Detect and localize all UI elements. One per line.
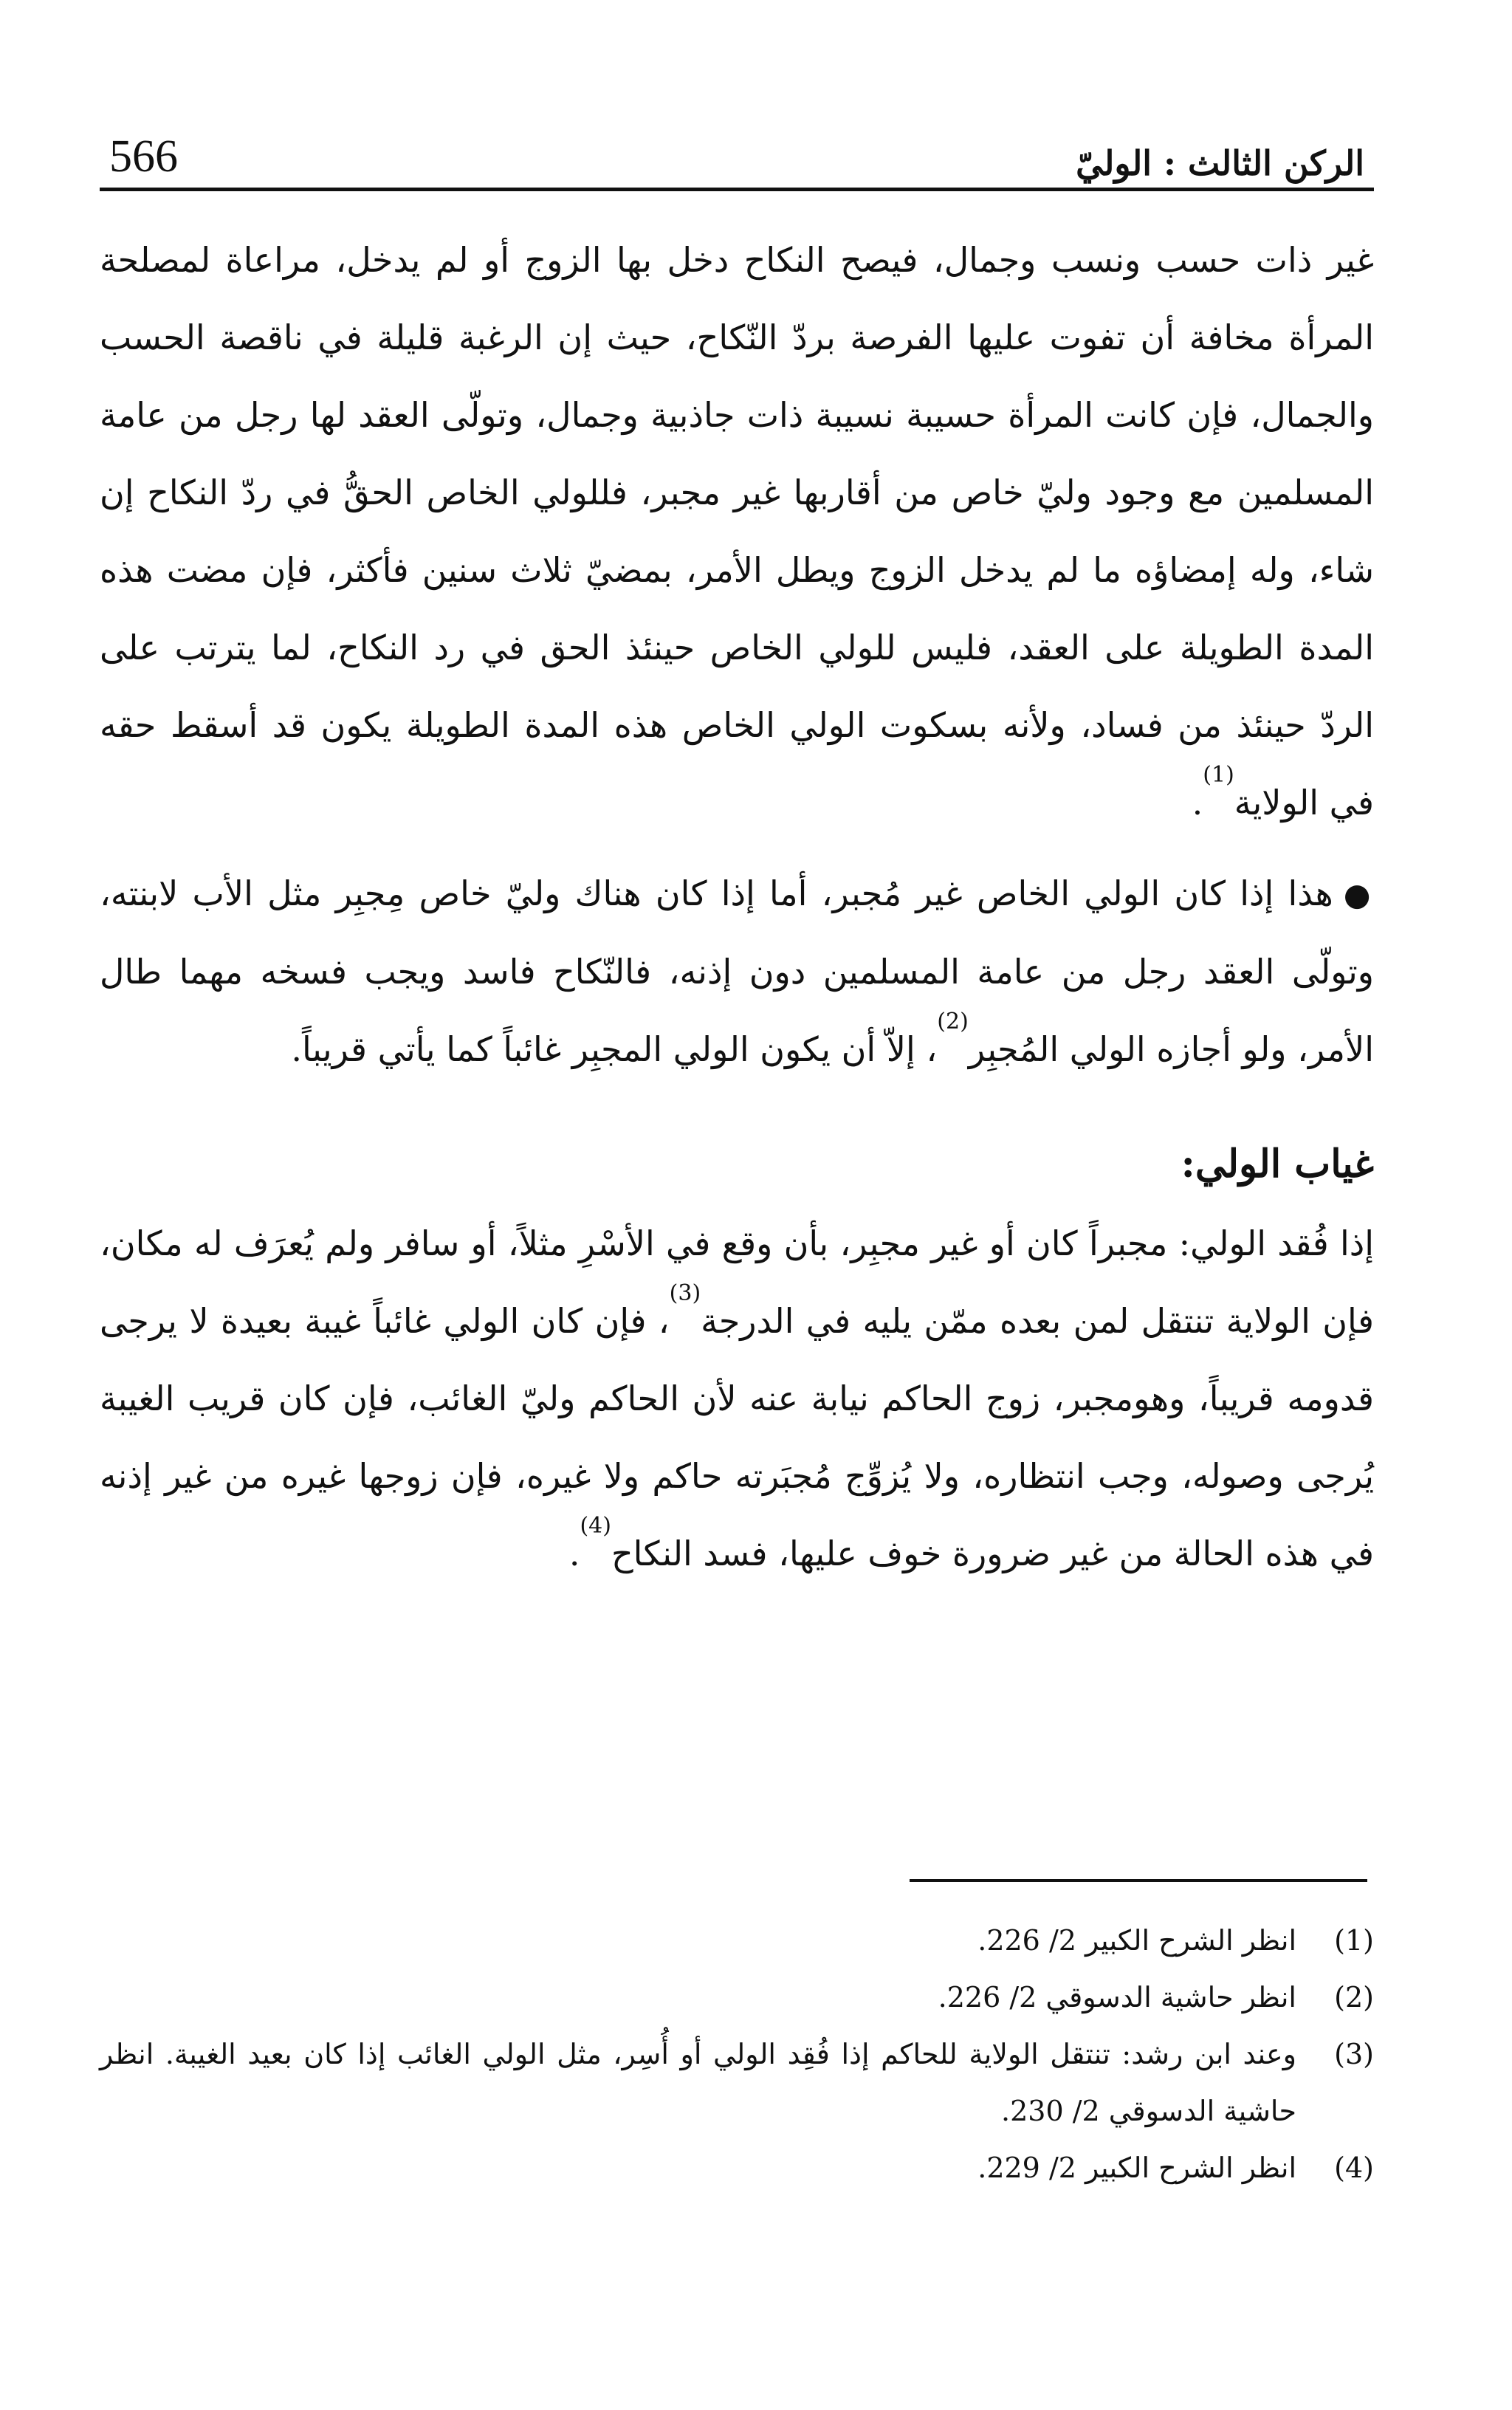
header-rule [100,188,1374,191]
footnote [100,2140,1374,2197]
paragraph-text: هذا إذا كان الولي الخاص غير مُجبر، أما إذا كان هناك وليّ خاص مِجبِر مثل الأب لابنته، وتولّى العقد رجل من عامة المسلمين دون إذنه، فالنّكاح فاسد ويجب فسخه مهما طال الأمر، ولو أجازه الولي المُجبِر [100,873,1374,1069]
footnote-number: (1) [1334,1924,1374,1957]
paragraph-text: ، فإن كان الولي غائباً غيبة بعيدة لا يرجى قدومه قريباً، وهومجبر، زوج الحاكم نيابة عنه لأن الحاكم وليّ الغائب، فإن كان قريب الغيبة يُرجى وصوله، وجب انتظاره، ولا يُزوِّج مُجبَرته حاكم ولا غيره، فإن زوجها غيره من غير إذنه في هذه الحالة من غير ضرورة خوف عليها، فسد النكاح [100,1301,1374,1573]
paragraph-text: غير ذات حسب ونسب وجمال، فيصح النكاح دخل بها الزوج أو لم يدخل، مراعاة لمصلحة المرأة مخافة أن تفوت عليها الفرصة بردّ النّكاح، حيث إن الرغبة قليلة في ناقصة الحسب والجمال، فإن كانت المرأة حسيبة نسيبة ذات جاذبية وجمال، وتولّى العقد لها رجل من عامة المسلمين مع وجود وليّ خاص من أقاربها غير مجبر، فللولي الخاص الحقُّ في ردّ النكاح إن شاء، وله إمضاؤه ما لم يدخل الزوج ويطل الأمر، بمضيّ ثلاث سنين فأكثر، فإن مضت هذه المدة الطويلة على العقد، فليس للولي الخاص حينئذ الحق في رد النكاح، لما يترتب على الردّ حينئذ من فساد، ولأنه بسكوت الولي الخاص هذه المدة الطويلة يكون قد أسقط حقه في الولاية [100,240,1374,823]
page-number: 566 [109,131,178,182]
paragraph [100,855,1374,1088]
section-heading: غياب الولي: [1181,1142,1374,1187]
paragraph-text: ، إلاّ أن يكون الولي المجبِر غائباً كما يأتي قريباً. [291,1029,938,1069]
paragraph [100,1205,1374,1593]
footnote-text: انظر حاشية الدسوقي 2/ 226. [938,1981,1296,2014]
footnote-ref: (2) [937,1009,969,1034]
footnote-number: (4) [1334,2152,1374,2184]
bullet-icon: ● [1343,876,1374,913]
footnotes [100,1912,1374,2197]
footnote-text: انظر الشرح الكبير 2/ 229. [977,2152,1296,2184]
footnote-text: انظر الشرح الكبير 2/ 226. [977,1924,1296,1957]
period: . [1192,783,1203,823]
footnote-ref: (3) [669,1280,701,1306]
page-header [109,109,1364,183]
footnote-text: وعند ابن رشد: تنتقل الولاية للحاكم إذا فُقِد الولي أو أُسِر، مثل الولي الغائب إذا كان بعيد الغيبة. انظر حاشية الدسوقي 2/ 230. [100,2038,1296,2127]
footnote-number: (2) [1334,1981,1374,2014]
main-text [100,222,1374,1593]
footnote [100,2026,1374,2140]
running-title: الركن الثالث : الوليّ [1076,143,1364,183]
footnote-ref: (1) [1203,762,1234,788]
paragraph-text: إذا فُقد الولي: مجبراً كان أو غير مجبِر، بأن وقع في الأسْرِ مثلاً، أو سافر ولم يُعرَف له مكان، فإن الولاية تنتقل لمن بعده ممّن يليه في الدرجة [100,1223,1374,1341]
footnote-number: (3) [1334,2038,1374,2070]
footnote [100,1912,1374,1969]
paragraph [100,222,1374,842]
footnote [100,1969,1374,2026]
period: . [568,1534,580,1573]
footnote-ref: (4) [580,1513,611,1539]
footnote-separator [910,1879,1367,1882]
